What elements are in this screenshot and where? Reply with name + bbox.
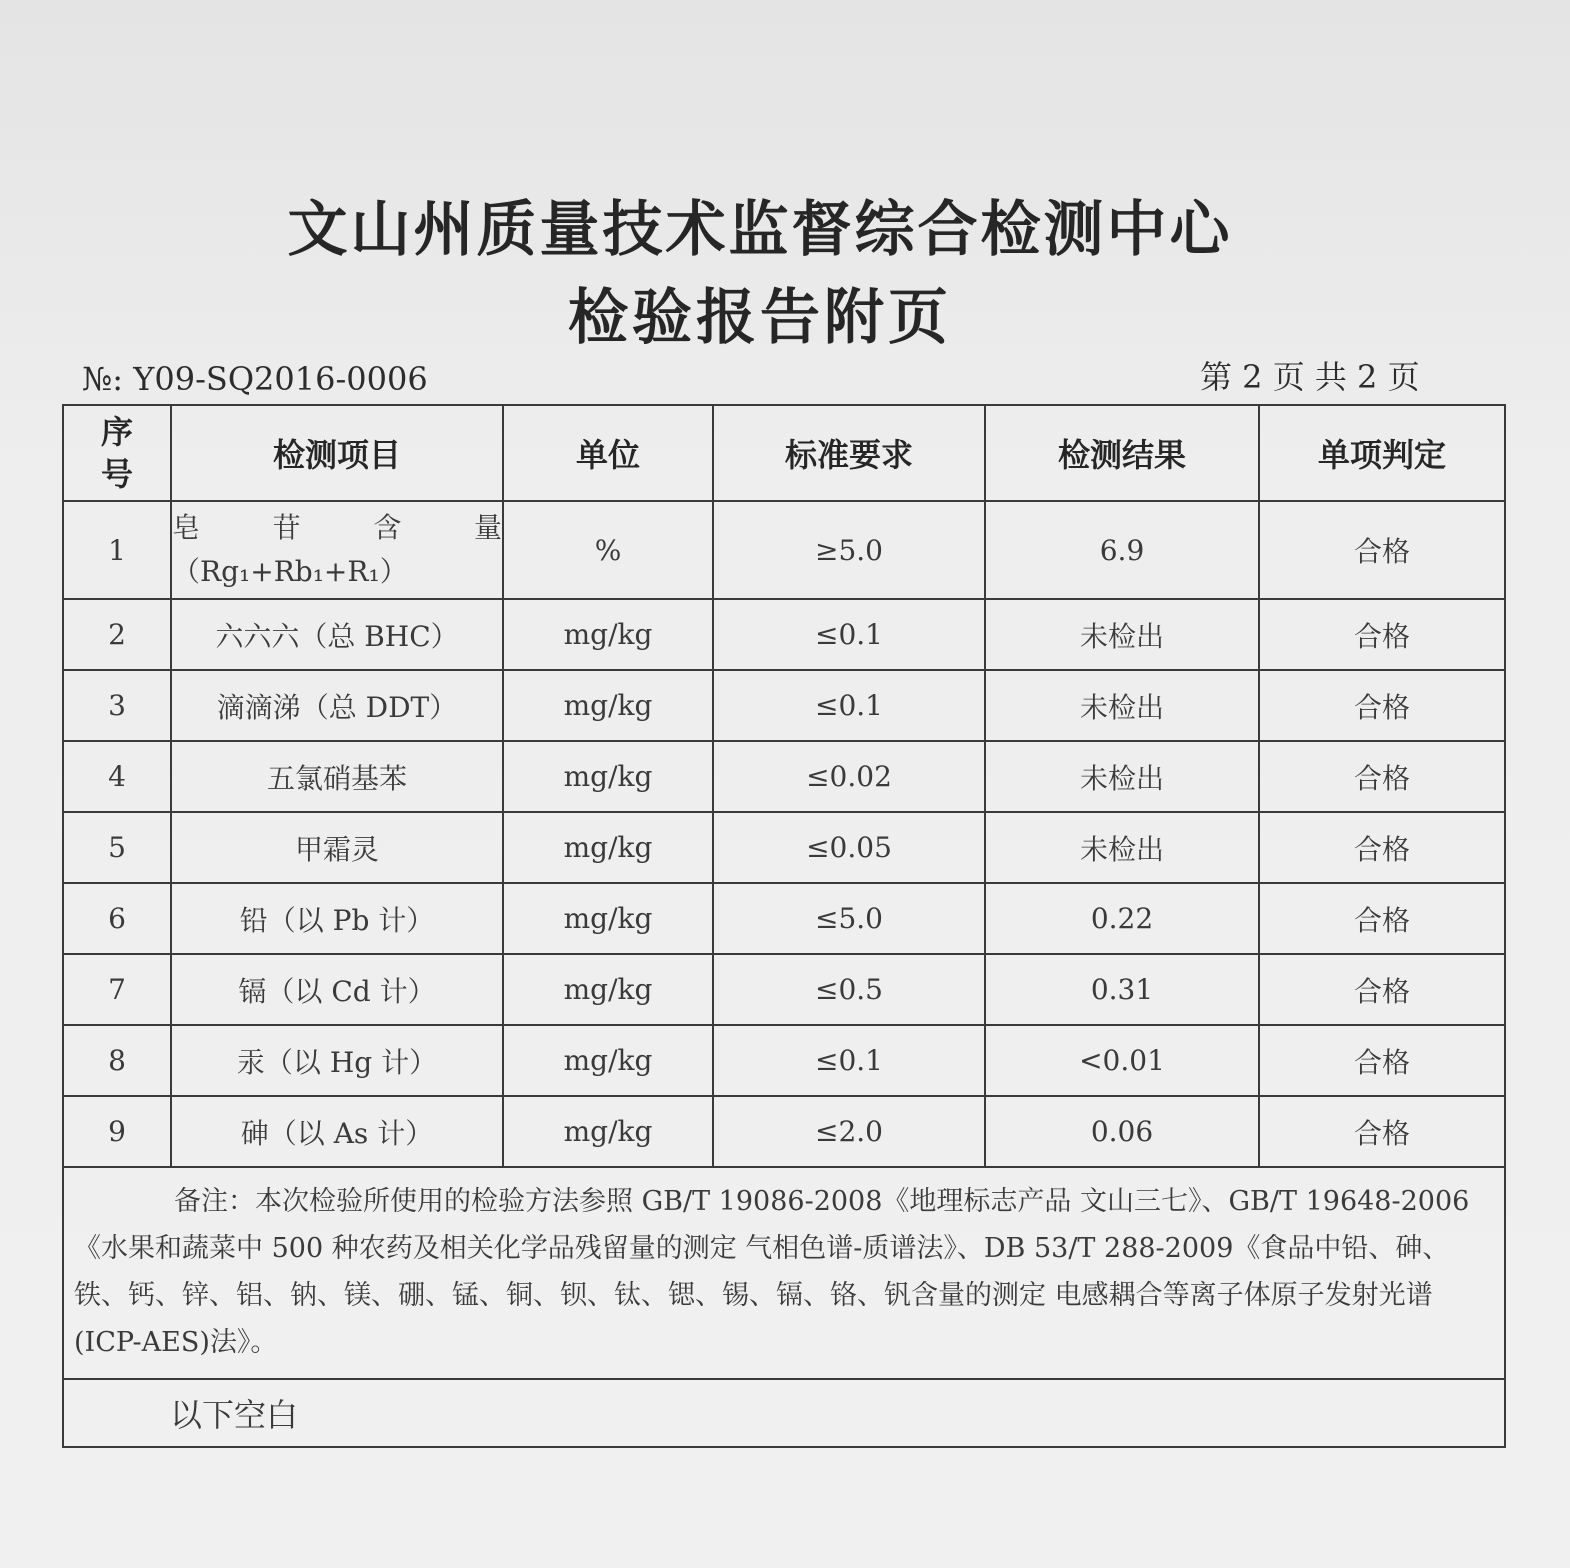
col-header-unit: 单位 [503, 405, 713, 501]
col-header-seq [63, 405, 171, 501]
cell-unit: mg/kg [503, 599, 713, 670]
report-number: №: Y09-SQ2016-0006 [82, 360, 428, 398]
col-header-seq-char-2: 号 [100, 455, 133, 493]
inspection-table [62, 404, 1506, 1448]
cell-unit: % [503, 501, 713, 599]
col-header-verdict: 单项判定 [1259, 405, 1505, 501]
table-row [63, 883, 1505, 954]
table-row [63, 670, 1505, 741]
cell-item: 甲霜灵 [171, 812, 503, 883]
cell-unit: mg/kg [503, 812, 713, 883]
cell-unit: mg/kg [503, 670, 713, 741]
cell-standard: ≥5.0 [713, 501, 985, 599]
cell-item: 镉（以 Cd 计） [171, 954, 503, 1025]
cell-verdict: 合格 [1259, 954, 1505, 1025]
cell-item: 砷（以 As 计） [171, 1096, 503, 1167]
cell-seq: 7 [63, 954, 171, 1025]
blank-row [63, 1379, 1505, 1447]
cell-standard: ≤0.1 [713, 670, 985, 741]
item-word: 含 [373, 511, 402, 544]
cell-standard: ≤5.0 [713, 883, 985, 954]
cell-unit: mg/kg [503, 1096, 713, 1167]
cell-seq: 2 [63, 599, 171, 670]
cell-result: 未检出 [985, 670, 1259, 741]
cell-unit: mg/kg [503, 883, 713, 954]
cell-standard: ≤0.5 [713, 954, 985, 1025]
cell-seq: 8 [63, 1025, 171, 1096]
cell-verdict: 合格 [1259, 812, 1505, 883]
cell-item: 铅（以 Pb 计） [171, 883, 503, 954]
cell-item: 五氯硝基苯 [171, 741, 503, 812]
cell-standard: ≤0.05 [713, 812, 985, 883]
cell-result: 0.31 [985, 954, 1259, 1025]
report-title: 文山州质量技术监督综合检测中心 [287, 195, 1233, 265]
cell-result: 0.22 [985, 883, 1259, 954]
cell-result: 6.9 [985, 501, 1259, 599]
cell-seq: 4 [63, 741, 171, 812]
cell-unit: mg/kg [503, 954, 713, 1025]
cell-verdict: 合格 [1259, 599, 1505, 670]
table-row [63, 741, 1505, 812]
remarks-note [63, 1167, 1505, 1379]
cell-seq: 6 [63, 883, 171, 954]
item-word: 量 [473, 511, 502, 544]
cell-standard: ≤0.1 [713, 1025, 985, 1096]
table-row [63, 501, 1505, 599]
cell-unit: mg/kg [503, 741, 713, 812]
cell-seq: 1 [63, 501, 171, 599]
table-row [63, 599, 1505, 670]
cell-verdict: 合格 [1259, 1025, 1505, 1096]
col-header-item: 检测项目 [171, 405, 503, 501]
cell-result: 未检出 [985, 741, 1259, 812]
table-row [63, 1096, 1505, 1167]
item-word: 苷 [272, 511, 301, 544]
table-row [63, 954, 1505, 1025]
cell-seq: 9 [63, 1096, 171, 1167]
cell-result: 0.06 [985, 1096, 1259, 1167]
cell-standard: ≤2.0 [713, 1096, 985, 1167]
blank-marker: 以下空白 [63, 1379, 1505, 1447]
cell-result: 未检出 [985, 599, 1259, 670]
cell-seq: 3 [63, 670, 171, 741]
cell-standard: ≤0.1 [713, 599, 985, 670]
cell-unit: mg/kg [503, 1025, 713, 1096]
report-subtitle: 检验报告附页 [568, 283, 952, 353]
remarks-text: 备注：本次检验所使用的检验方法参照 GB/T 19086-2008《地理标志产品 文山三七》、GB/T 19648-2006《水果和蔬菜中 500 种农药及相关化学品残留量的测定 气相色谱-质谱法》、DB 53/T 288-2009《食品中铅、砷、铁、钙、锌、铝、钠、镁、硼、锰、铜、钡、钛、锶、锡、镉、铬、钒含量的测定 电感耦合等离子体原子发射光谱(ICP-AES)法》。 [74, 1186, 1470, 1358]
table-row [63, 1025, 1505, 1096]
cell-verdict: 合格 [1259, 883, 1505, 954]
table-row [63, 812, 1505, 883]
item-subtext: （Rg₁+Rb₁+R₁） [172, 555, 408, 588]
cell-result: <0.01 [985, 1025, 1259, 1096]
cell-item [171, 501, 503, 599]
cell-verdict: 合格 [1259, 670, 1505, 741]
cell-verdict: 合格 [1259, 501, 1505, 599]
cell-verdict: 合格 [1259, 1096, 1505, 1167]
cell-verdict: 合格 [1259, 741, 1505, 812]
col-header-standard: 标准要求 [713, 405, 985, 501]
note-row [63, 1167, 1505, 1379]
cell-item: 六六六（总 BHC） [171, 599, 503, 670]
table-header-row [63, 405, 1505, 501]
cell-seq: 5 [63, 812, 171, 883]
cell-standard: ≤0.02 [713, 741, 985, 812]
item-word: 皂 [172, 511, 201, 544]
page-info: 第 2 页 共 2 页 [1200, 358, 1420, 396]
cell-item: 汞（以 Hg 计） [171, 1025, 503, 1096]
cell-result: 未检出 [985, 812, 1259, 883]
cell-item: 滴滴涕（总 DDT） [171, 670, 503, 741]
col-header-result: 检测结果 [985, 405, 1259, 501]
col-header-seq-char-1: 序 [100, 413, 133, 451]
